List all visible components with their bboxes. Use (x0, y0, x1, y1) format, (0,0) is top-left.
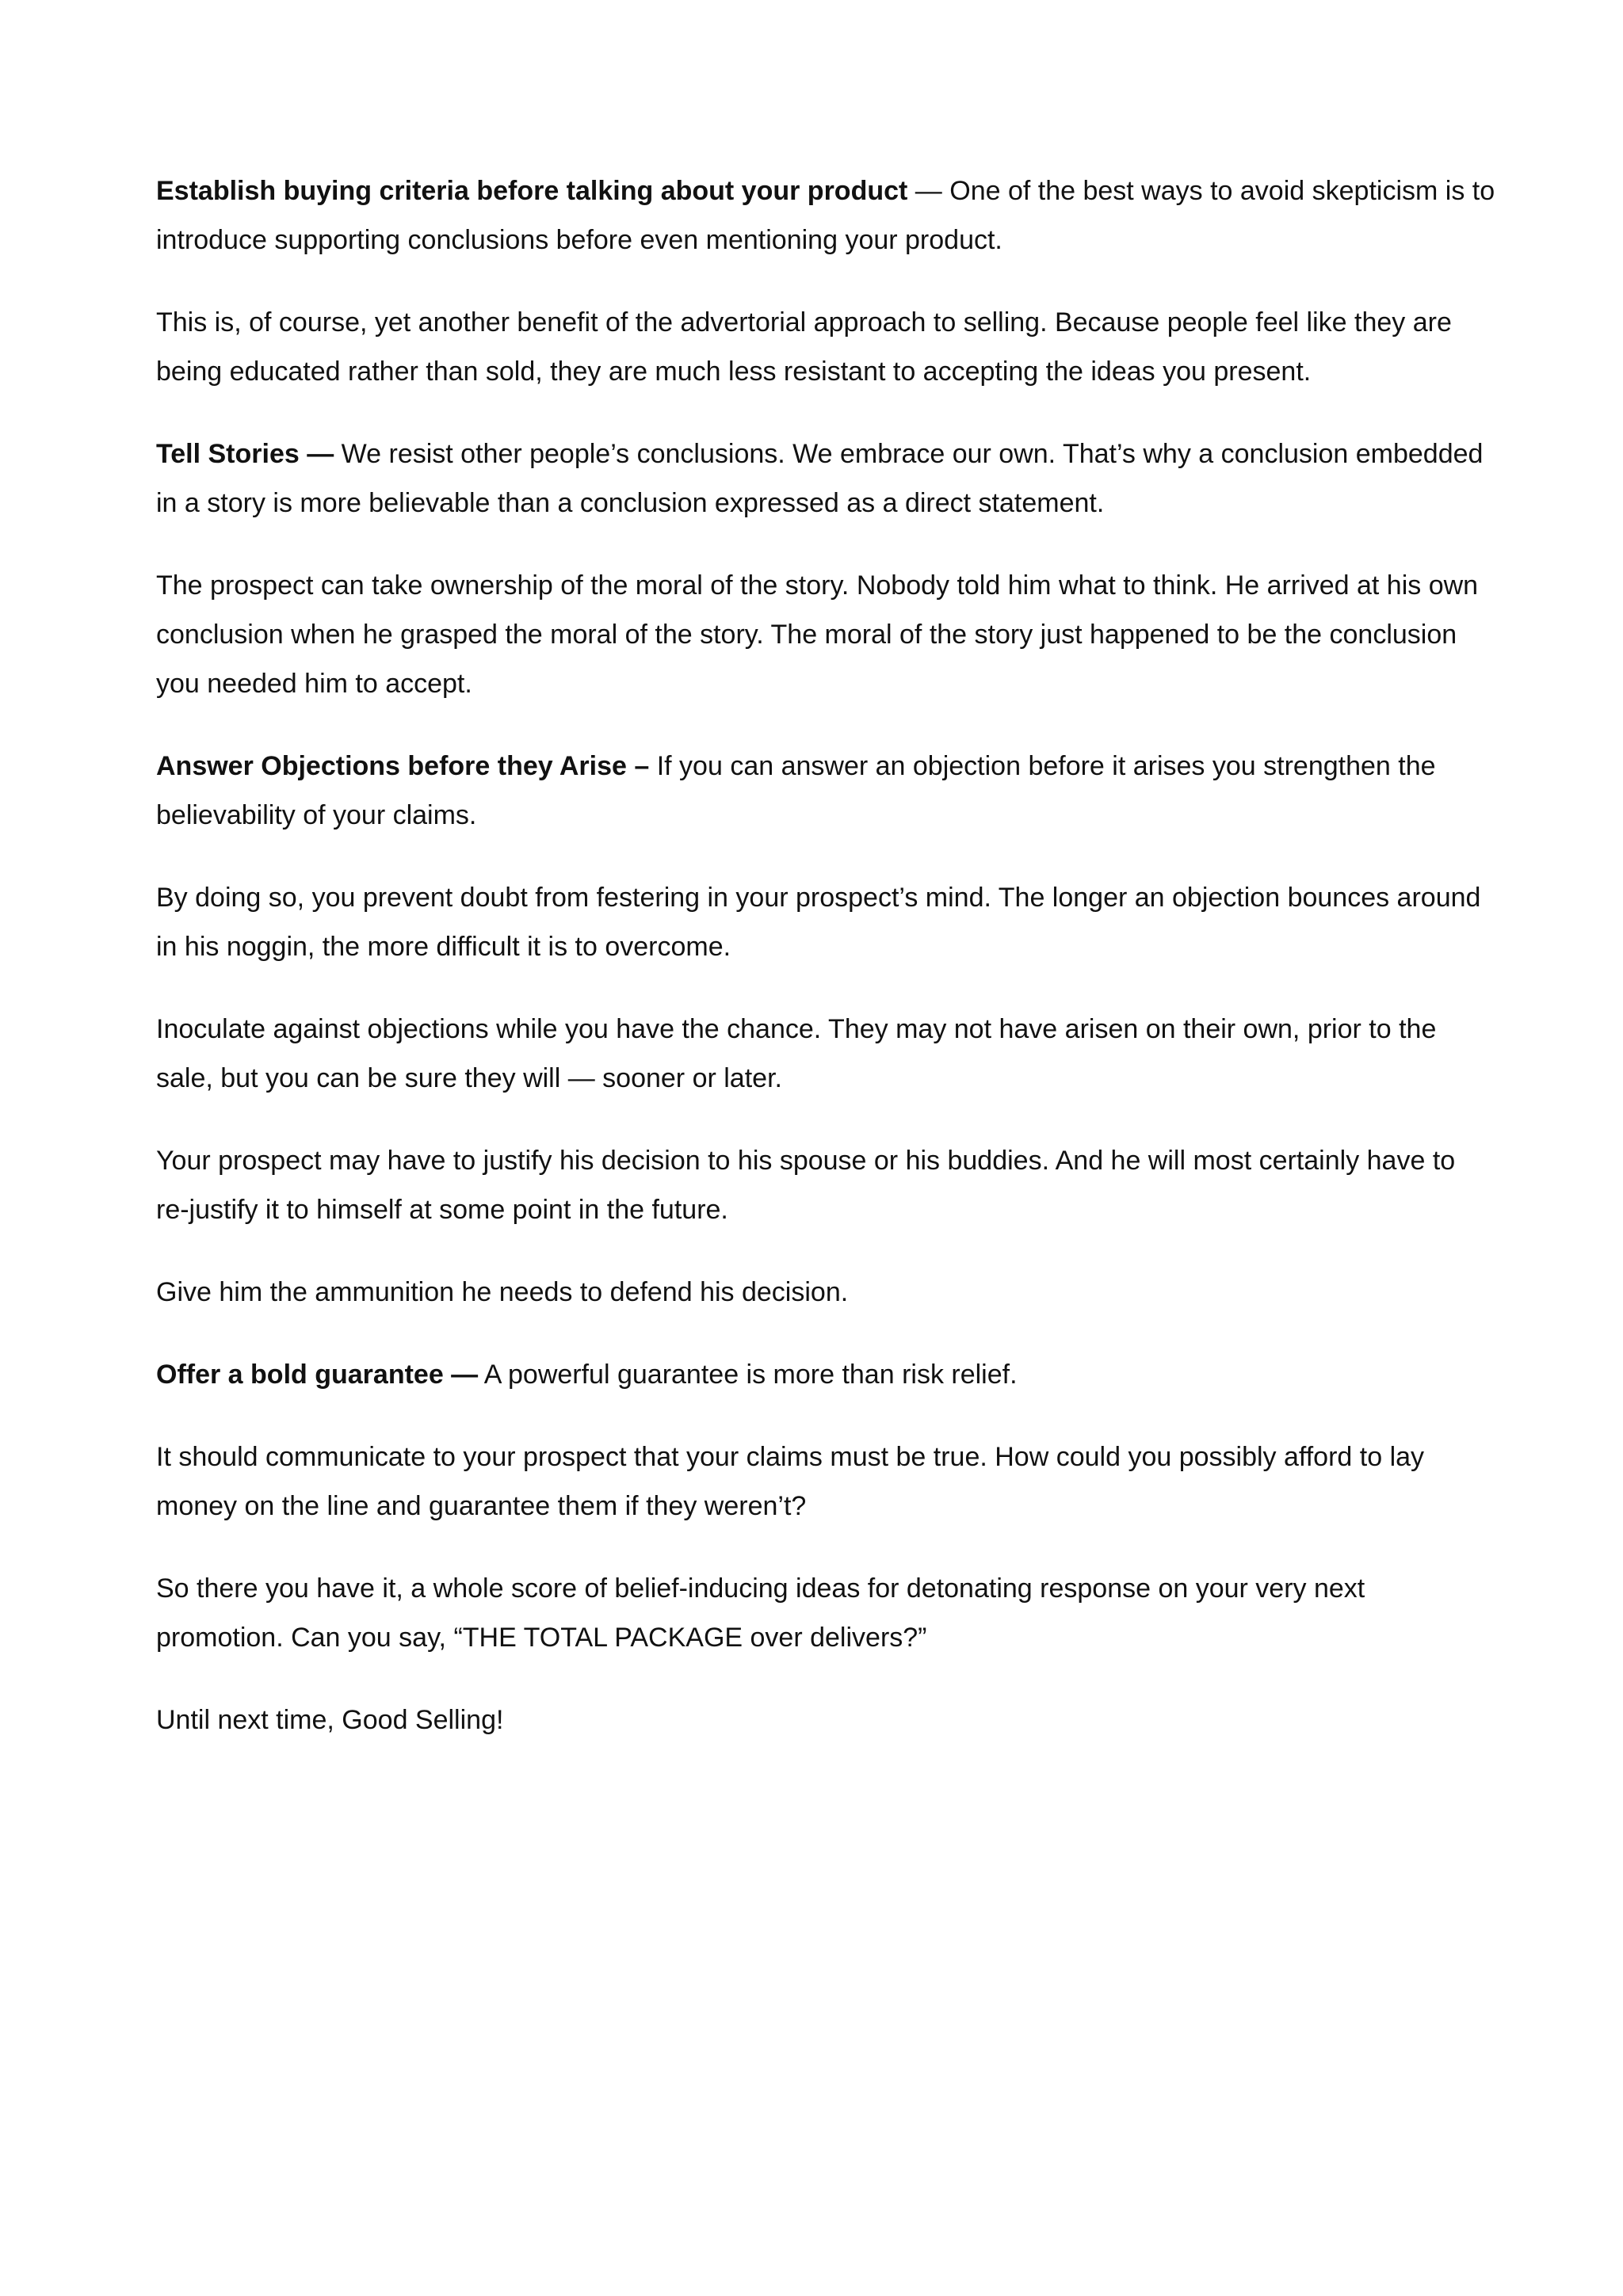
paragraph-inoculate (156, 1005, 1495, 1103)
document-body (156, 166, 1495, 1778)
paragraph-text: Until next time, Good Selling! (156, 1705, 504, 1735)
paragraph-text: By doing so, you prevent doubt from festering in your prospect’s mind. The longer an objection bounces around in his noggin, the more difficult it is to overcome. (156, 883, 1481, 962)
paragraph-answer-objections (156, 742, 1495, 840)
paragraph-advertorial (156, 298, 1495, 396)
paragraph-sign-off (156, 1695, 1495, 1745)
paragraph-prevent-doubt (156, 873, 1495, 971)
paragraph-buying-criteria (156, 166, 1495, 265)
paragraph-tell-stories (156, 429, 1495, 528)
paragraph-text: Inoculate against objections while you have the chance. They may not have arisen on their own, prior to the sale, but you can be sure they will — sooner or later. (156, 1014, 1437, 1093)
paragraph-lead: Answer Objections before they Arise – (156, 751, 650, 781)
paragraph-summary (156, 1564, 1495, 1662)
paragraph-text: Give him the ammunition he needs to defend his decision. (156, 1277, 849, 1307)
paragraph-claims-true (156, 1432, 1495, 1531)
paragraph-text: It should communicate to your prospect that your claims must be true. How could you possibly afford to lay money on the line and guarantee them if they weren’t? (156, 1442, 1425, 1521)
paragraph-text: A powerful guarantee is more than risk relief. (478, 1360, 1018, 1390)
paragraph-text: The prospect can take ownership of the moral of the story. Nobody told him what to think. He arrived at his own conclusion when he grasped the moral of the story. The moral of the story just happened to be the conclusion you needed him to accept. (156, 570, 1479, 699)
paragraph-text: If you can answer an objection before it arises you strengthen the believability of your claims. (156, 751, 1436, 830)
paragraph-text: This is, of course, yet another benefit of the advertorial approach to selling. Because people feel like they are being educated rather than sold, they are much less resistant to accepting the ideas you present. (156, 307, 1452, 387)
paragraph-text: — One of the best ways to avoid skepticism is to introduce supporting conclusions before even mentioning your product. (156, 176, 1495, 255)
paragraph-text: Your prospect may have to justify his decision to his spouse or his buddies. And he will most certainly have to re-justify it to himself at some point in the future. (156, 1146, 1456, 1225)
paragraph-bold-guarantee (156, 1350, 1495, 1399)
paragraph-justify-decision (156, 1136, 1495, 1234)
paragraph-text: So there you have it, a whole score of belief-inducing ideas for detonating response on your very next promotion. Can you say, “THE TOTAL PACKAGE over delivers?” (156, 1573, 1365, 1653)
paragraph-lead: Tell Stories — (156, 439, 334, 469)
paragraph-text: We resist other people’s conclusions. We embrace our own. That’s why a conclusion embedded in a story is more believable than a conclusion expressed as a direct statement. (156, 439, 1484, 518)
paragraph-lead: Offer a bold guarantee — (156, 1360, 479, 1390)
paragraph-ammunition (156, 1268, 1495, 1317)
paragraph-lead: Establish buying criteria before talking about your product (156, 176, 908, 206)
paragraph-moral-of-story (156, 561, 1495, 708)
